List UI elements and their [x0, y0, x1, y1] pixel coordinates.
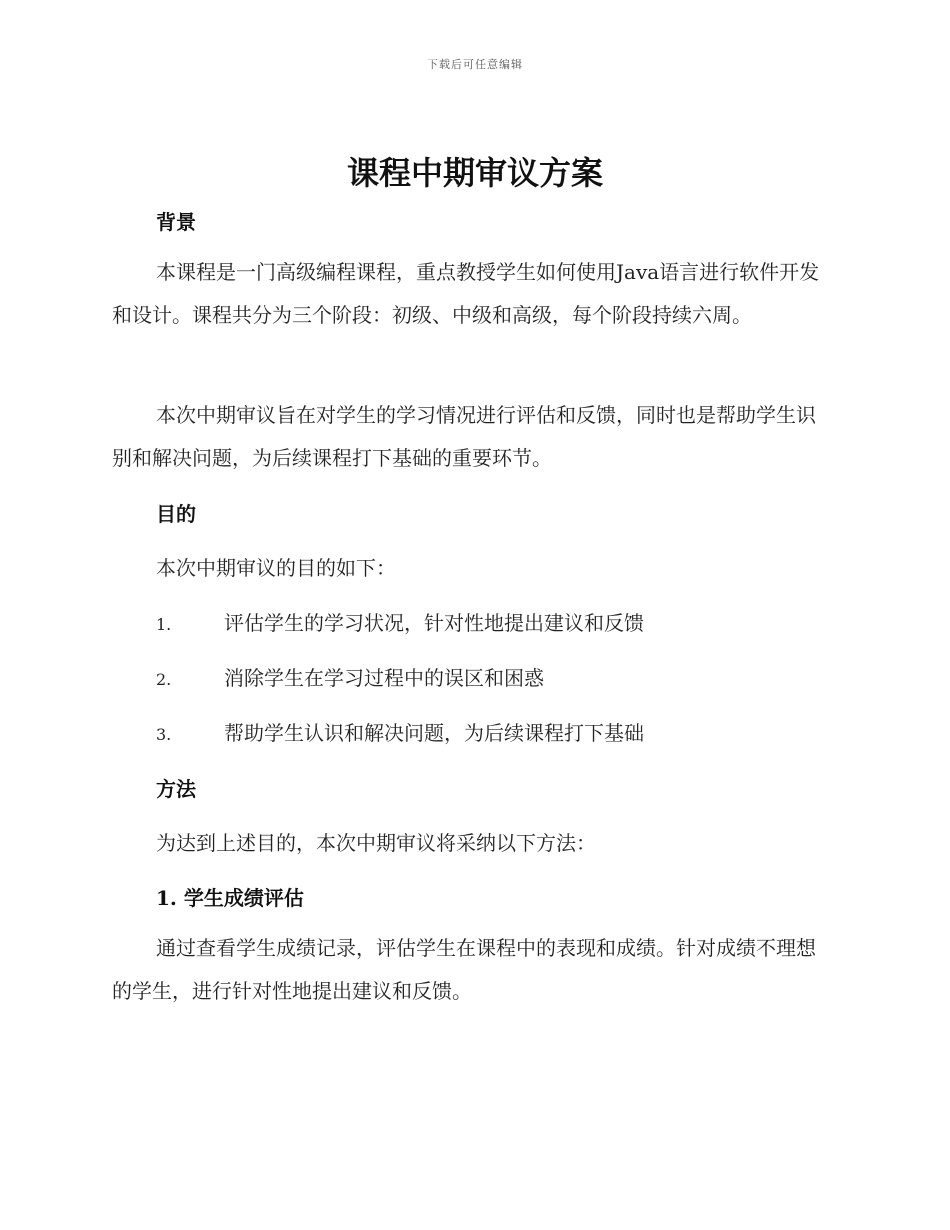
list-item-text: 评估学生的学习状况，针对性地提出建议和反馈: [224, 611, 644, 635]
list-item-number: 2.: [156, 670, 172, 689]
list-item-number: 1.: [156, 615, 172, 634]
list-item-text: 消除学生在学习过程中的误区和困惑: [224, 666, 544, 690]
list-item-number: 3.: [156, 725, 172, 744]
method-intro: 为达到上述目的，本次中期审议将采纳以下方法：: [156, 831, 596, 855]
method-paragraph: 通过查看学生成绩记录，评估学生在课程中的表现和成绩。针对成绩不理想的学生，进行针对性地提出建议和反馈。: [112, 936, 816, 1003]
list-item: [156, 717, 836, 746]
list-item: [156, 662, 836, 691]
header-note: 下载后可任意编辑: [427, 58, 523, 71]
list-item-text: 帮助学生认识和解决问题，为后续课程打下基础: [224, 721, 644, 745]
section-heading-purpose: 目的: [156, 502, 196, 526]
section-heading-method: 方法: [156, 777, 196, 801]
background-paragraph-1: 本课程是一门高级编程课程，重点教授学生如何使用Java语言进行软件开发和设计。课程共分为三个阶段：初级、中级和高级，每个阶段持续六周。: [112, 260, 820, 327]
section-heading-background: 背景: [156, 210, 196, 234]
page-title: 课程中期审议方案: [346, 154, 603, 192]
background-paragraph-2: 本次中期审议旨在对学生的学习情况进行评估和反馈，同时也是帮助学生识别和解决问题，为后续课程打下基础的重要环节。: [112, 403, 816, 470]
method-sub-heading: 1. 学生成绩评估: [156, 886, 304, 910]
purpose-intro: 本次中期审议的目的如下：: [156, 556, 396, 580]
list-item: [156, 607, 836, 636]
